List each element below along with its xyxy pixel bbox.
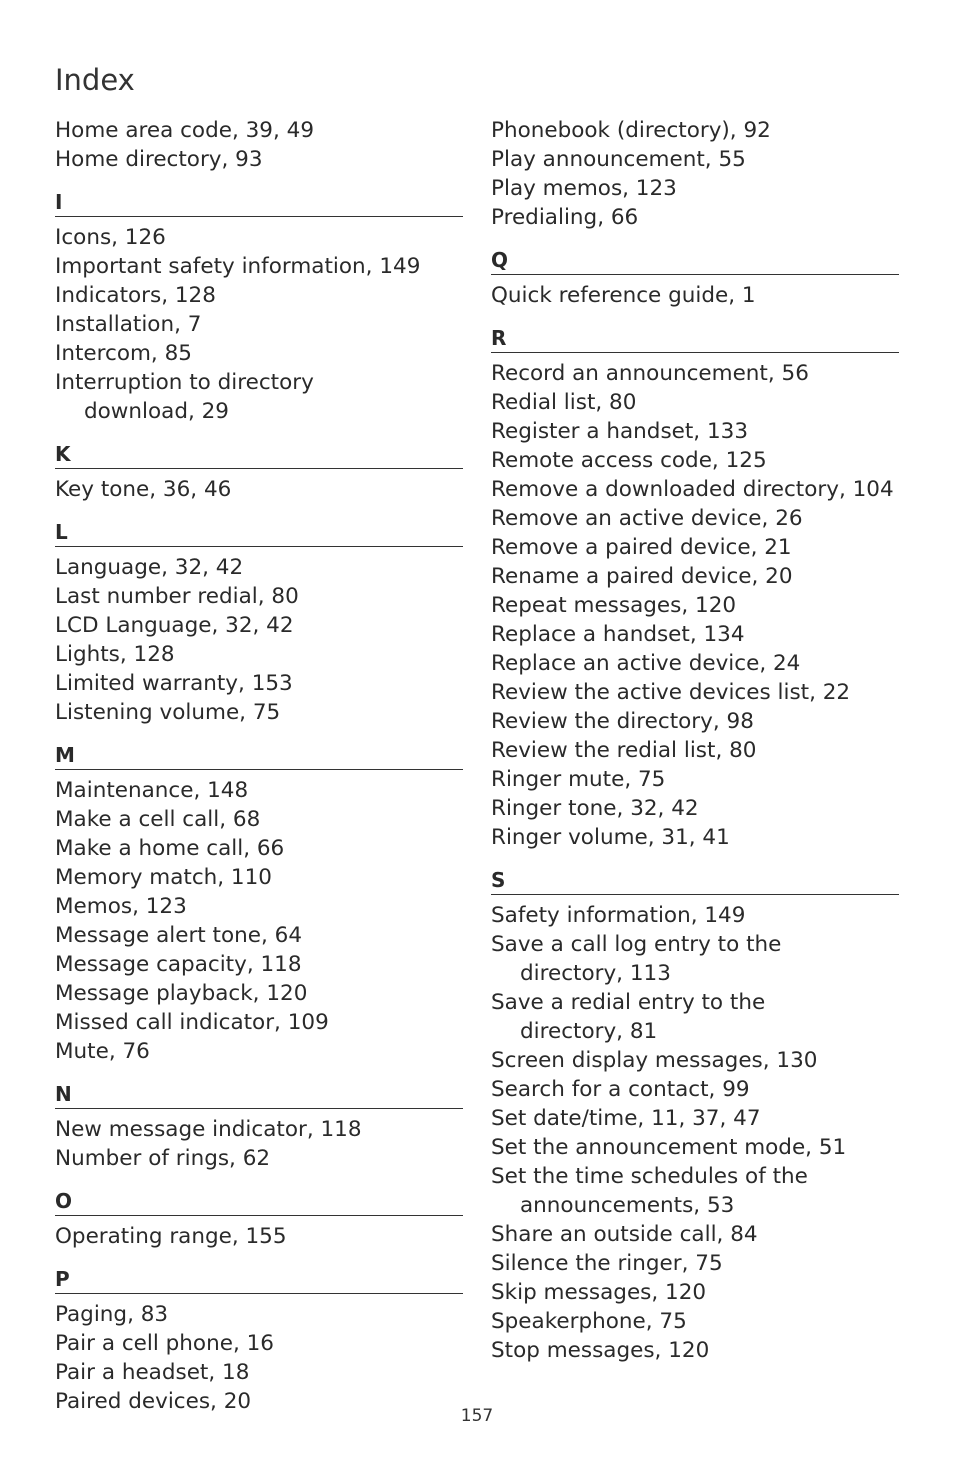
index-entry (491, 649, 899, 678)
index-entry (55, 475, 463, 504)
index-entry-text: Silence the ringer, 75 (491, 1251, 723, 1276)
index-entry (55, 921, 463, 950)
index-entry (491, 1133, 899, 1162)
index-entry-text: Play announcement, 55 (491, 147, 746, 172)
index-entry (491, 417, 899, 446)
index-entry-text: Share an outside call, 84 (491, 1222, 758, 1247)
index-entry (491, 1162, 899, 1220)
index-entry (491, 533, 899, 562)
index-section (491, 116, 899, 232)
section-letter-heading: R (491, 318, 899, 353)
index-entry (491, 116, 899, 145)
index-entry-text: Icons, 126 (55, 225, 166, 250)
index-entry-text: Ringer volume, 31, 41 (491, 825, 730, 850)
index-entry (55, 1037, 463, 1066)
section-letter-heading: Q (491, 240, 899, 275)
index-entry-text: Listening volume, 75 (55, 700, 281, 725)
index-entry (55, 145, 463, 174)
index-entry-text: Paging, 83 (55, 1302, 169, 1327)
index-entry (491, 678, 899, 707)
index-column-left (55, 116, 463, 1416)
index-entry-text: Message playback, 120 (55, 981, 308, 1006)
index-column-right (491, 116, 899, 1365)
index-entry-text: Replace a handset, 134 (491, 622, 745, 647)
index-entry-continuation: download, 29 (84, 399, 229, 424)
index-entry-text: Maintenance, 148 (55, 778, 249, 803)
page-title: Index (55, 63, 135, 97)
index-section (55, 735, 463, 1066)
index-entry-text: Installation, 7 (55, 312, 202, 337)
index-entry-text: Make a home call, 66 (55, 836, 285, 861)
index-entry-text: Paired devices, 20 (55, 1389, 252, 1414)
index-entry-text: Redial list, 80 (491, 390, 637, 415)
index-entry (491, 988, 899, 1046)
index-entry-text: LCD Language, 32, 42 (55, 613, 294, 638)
index-entry-text: Number of rings, 62 (55, 1146, 271, 1171)
index-section (55, 1181, 463, 1251)
index-section (55, 1259, 463, 1416)
index-entry (55, 698, 463, 727)
index-entry-text: Speakerphone, 75 (491, 1309, 687, 1334)
section-letter-heading: K (55, 434, 463, 469)
index-entry-text: Memos, 123 (55, 894, 187, 919)
index-entry-text: Remove a downloaded directory, 104 (491, 477, 894, 502)
index-entry (491, 1220, 899, 1249)
index-section (491, 318, 899, 852)
index-entry (491, 475, 899, 504)
index-entry-text: Remote access code, 125 (491, 448, 767, 473)
index-entry (55, 1300, 463, 1329)
index-entry-continuation: directory, 113 (520, 961, 671, 986)
index-entry (55, 834, 463, 863)
index-entry (491, 620, 899, 649)
index-entry-text: Missed call indicator, 109 (55, 1010, 329, 1035)
index-entry-text: Mute, 76 (55, 1039, 150, 1064)
index-entry (491, 281, 899, 310)
index-entry (491, 145, 899, 174)
index-entry (55, 368, 463, 426)
index-entry-text: Record an announcement, 56 (491, 361, 809, 386)
section-letter-heading: M (55, 735, 463, 770)
section-letter-heading: S (491, 860, 899, 895)
index-entry (55, 116, 463, 145)
section-letter-heading: O (55, 1181, 463, 1216)
index-section (55, 182, 463, 426)
index-entry (55, 611, 463, 640)
index-entry (491, 1104, 899, 1133)
index-entry-text: Home directory, 93 (55, 147, 263, 172)
index-entry (55, 776, 463, 805)
index-entry-text: Review the redial list, 80 (491, 738, 757, 763)
index-entry (55, 281, 463, 310)
index-entry-text: Message alert tone, 64 (55, 923, 303, 948)
index-entry-text: Register a handset, 133 (491, 419, 749, 444)
index-entry (491, 591, 899, 620)
index-entry-text: Quick reference guide, 1 (491, 283, 756, 308)
index-entry (55, 1008, 463, 1037)
index-entry-text: Set date/time, 11, 37, 47 (491, 1106, 761, 1131)
index-entry (491, 388, 899, 417)
index-entry (55, 339, 463, 368)
section-letter-heading: I (55, 182, 463, 217)
index-entry (491, 1249, 899, 1278)
index-entry-text: Language, 32, 42 (55, 555, 244, 580)
index-entry (491, 823, 899, 852)
index-entry (55, 310, 463, 339)
index-entry (491, 794, 899, 823)
index-entry-text: Pair a cell phone, 16 (55, 1331, 274, 1356)
index-entry-text: Lights, 128 (55, 642, 175, 667)
index-entry-text: Stop messages, 120 (491, 1338, 710, 1363)
index-entry (491, 930, 899, 988)
index-entry (55, 892, 463, 921)
index-entry (491, 446, 899, 475)
index-entry-text: New message indicator, 118 (55, 1117, 362, 1142)
index-section (491, 240, 899, 310)
index-entry-text: Memory match, 110 (55, 865, 272, 890)
index-entry (491, 1336, 899, 1365)
index-entry-text: Review the directory, 98 (491, 709, 754, 734)
index-entry (55, 1329, 463, 1358)
index-entry-text: Predialing, 66 (491, 205, 639, 230)
index-entry-text: Important safety information, 149 (55, 254, 421, 279)
index-entry (491, 1046, 899, 1075)
index-entry (55, 1222, 463, 1251)
index-entry-text: Interruption to directory (55, 370, 314, 395)
index-entry-text: Set the announcement mode, 51 (491, 1135, 847, 1160)
index-section (491, 860, 899, 1365)
index-entry-text: Operating range, 155 (55, 1224, 287, 1249)
index-entry (55, 863, 463, 892)
index-entry-text: Safety information, 149 (491, 903, 746, 928)
index-entry-continuation: directory, 81 (520, 1019, 658, 1044)
index-entry-text: Limited warranty, 153 (55, 671, 293, 696)
index-entry-text: Screen display messages, 130 (491, 1048, 818, 1073)
index-entry-text: Save a call log entry to the (491, 932, 782, 957)
index-entry (55, 582, 463, 611)
index-entry (55, 979, 463, 1008)
index-entry (491, 203, 899, 232)
index-entry-text: Indicators, 128 (55, 283, 216, 308)
index-entry (491, 901, 899, 930)
section-letter-heading: L (55, 512, 463, 547)
index-entry-text: Last number redial, 80 (55, 584, 299, 609)
index-entry (491, 707, 899, 736)
index-entry (491, 1278, 899, 1307)
index-entry-text: Home area code, 39, 49 (55, 118, 315, 143)
index-entry-text: Save a redial entry to the (491, 990, 766, 1015)
page-number: 157 (460, 1406, 494, 1426)
index-entry (55, 950, 463, 979)
index-entry (55, 805, 463, 834)
index-entry (55, 252, 463, 281)
index-entry-text: Set the time schedules of the (491, 1164, 808, 1189)
index-entry-text: Ringer mute, 75 (491, 767, 666, 792)
index-entry-text: Make a cell call, 68 (55, 807, 261, 832)
index-entry (55, 1144, 463, 1173)
index-entry (491, 1075, 899, 1104)
index-entry-text: Play memos, 123 (491, 176, 677, 201)
index-entry (491, 562, 899, 591)
index-entry (491, 736, 899, 765)
index-entry-text: Message capacity, 118 (55, 952, 302, 977)
index-entry (491, 359, 899, 388)
index-section (55, 434, 463, 504)
index-entry (55, 553, 463, 582)
index-entry (55, 669, 463, 698)
index-entry (491, 504, 899, 533)
index-section (55, 1074, 463, 1173)
index-entry (55, 223, 463, 252)
index-entry-text: Skip messages, 120 (491, 1280, 707, 1305)
index-entry-text: Ringer tone, 32, 42 (491, 796, 699, 821)
index-entry (55, 640, 463, 669)
index-section (55, 512, 463, 727)
section-letter-heading: N (55, 1074, 463, 1109)
index-entry-text: Review the active devices list, 22 (491, 680, 851, 705)
index-entry-text: Key tone, 36, 46 (55, 477, 232, 502)
index-entry-continuation: announcements, 53 (520, 1193, 735, 1218)
index-entry-text: Intercom, 85 (55, 341, 192, 366)
index-entry (55, 1358, 463, 1387)
index-entry-text: Pair a headset, 18 (55, 1360, 250, 1385)
index-entry (491, 1307, 899, 1336)
index-entry-text: Rename a paired device, 20 (491, 564, 793, 589)
index-entry-text: Remove an active device, 26 (491, 506, 803, 531)
index-entry (491, 765, 899, 794)
index-entry (491, 174, 899, 203)
index-section (55, 116, 463, 174)
index-entry-text: Remove a paired device, 21 (491, 535, 792, 560)
index-entry-text: Repeat messages, 120 (491, 593, 737, 618)
section-letter-heading: P (55, 1259, 463, 1294)
index-entry (55, 1115, 463, 1144)
index-entry-text: Replace an active device, 24 (491, 651, 801, 676)
index-entry-text: Phonebook (directory), 92 (491, 118, 771, 143)
index-entry-text: Search for a contact, 99 (491, 1077, 750, 1102)
